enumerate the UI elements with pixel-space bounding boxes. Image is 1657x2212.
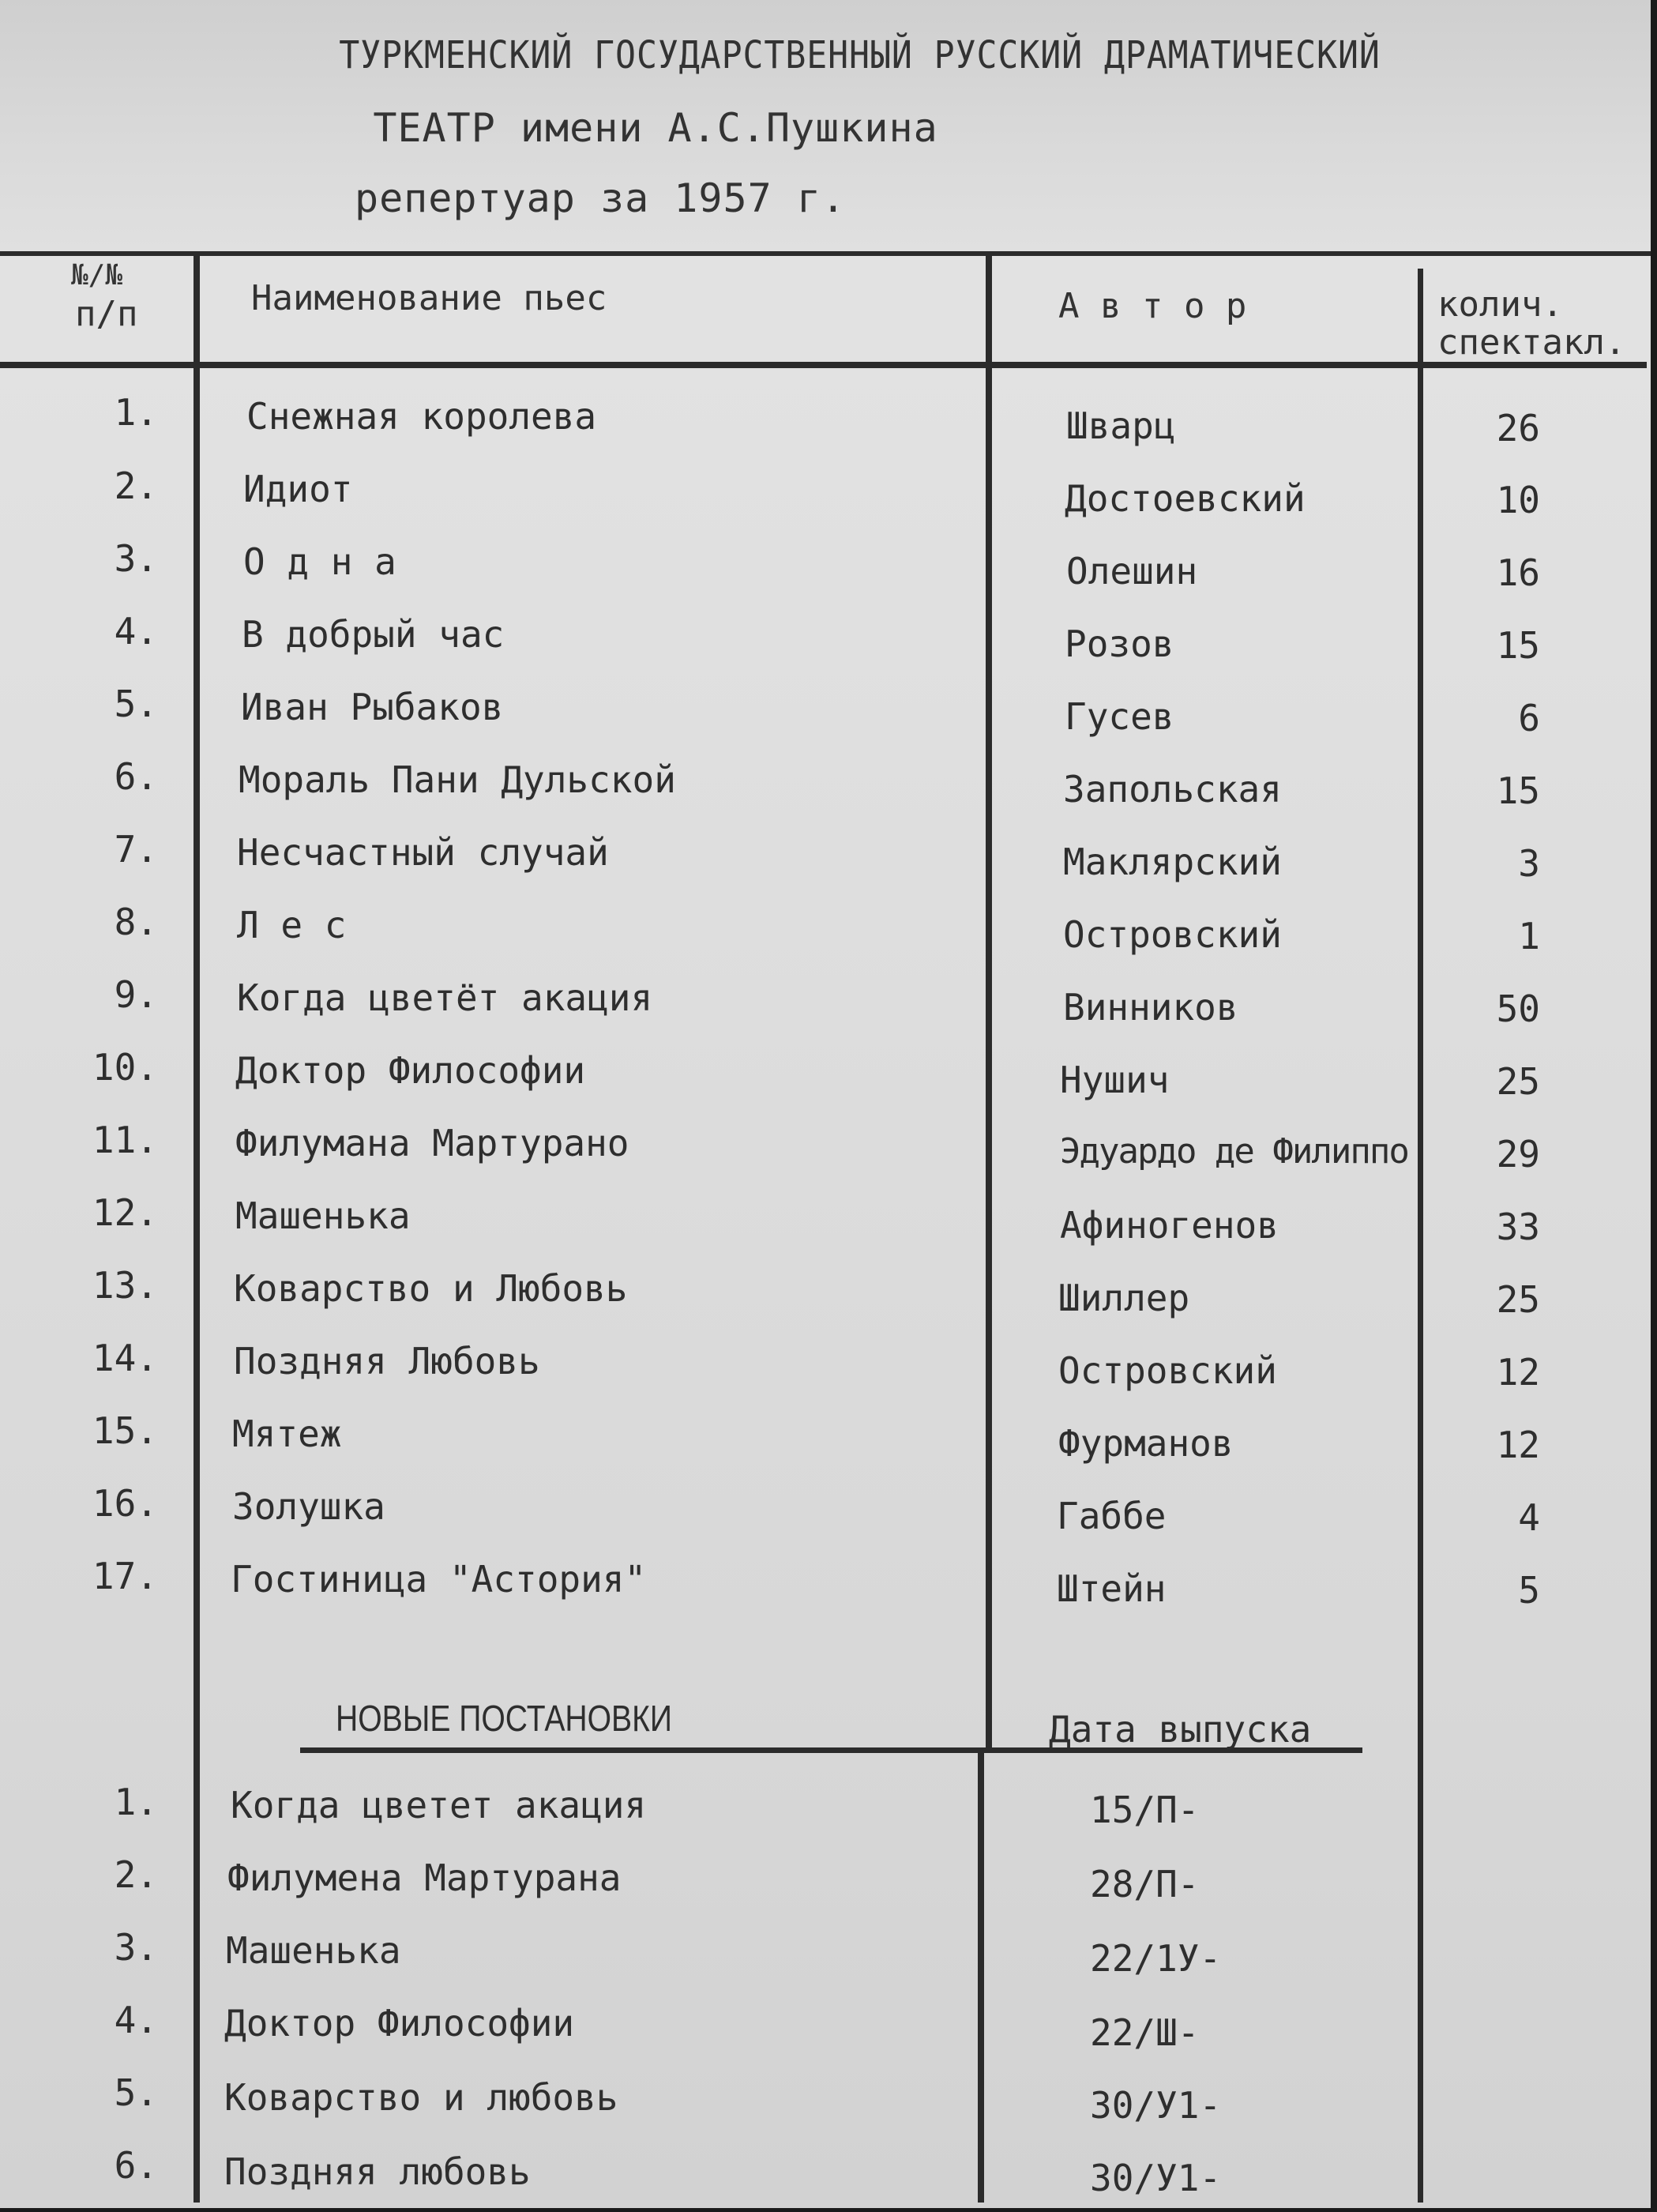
row-author: Островский [1058,1349,1277,1392]
row-number: 2. [114,465,158,507]
row-count: 15 [1496,624,1540,667]
column-divider-num [194,251,200,2203]
row-number: 7. [114,828,158,871]
row-play-title: Мятеж [232,1413,342,1455]
row-play-title: Филумана Мартурано [235,1122,629,1164]
new-production-number: 6. [114,2144,158,2187]
new-production-title: Машенька [226,1929,401,1972]
row-number: 10. [92,1046,158,1089]
row-play-title: Гостиница "Астория" [231,1558,647,1601]
row-play-title: О д н а [243,540,396,583]
row-count: 1 [1518,915,1540,957]
new-production-number: 5. [114,2071,158,2114]
row-author: Запольская [1063,768,1282,811]
new-production-date: 22/Ш- [1090,2011,1200,2054]
row-play-title: Когда цветёт акация [237,976,653,1019]
new-production-date: 28/П- [1090,1863,1200,1905]
row-author: Фурманов [1058,1422,1234,1465]
new-production-title: Поздняя любовь [224,2150,531,2193]
row-count: 50 [1496,988,1540,1030]
row-play-title: Машенька [235,1194,411,1237]
column-divider-title [986,251,992,1752]
new-productions-title: НОВЫЕ ПОСТАНОВКИ [336,1698,673,1739]
row-number: 14. [92,1337,158,1379]
new-production-date: 15/П- [1090,1789,1200,1831]
row-author: Маклярский [1063,841,1282,883]
row-play-title: Иван Рыбаков [241,686,504,728]
row-author: Островский [1063,913,1282,956]
row-number: 15. [92,1409,158,1452]
row-number: 12. [92,1191,158,1234]
row-author: Нушич [1060,1059,1170,1101]
row-count: 29 [1496,1133,1540,1176]
header-repertoire-year: репертуар за 1957 г. [354,175,847,221]
row-play-title: Поздняя Любовь [234,1340,540,1382]
row-number: 5. [114,683,158,725]
row-number: 3. [114,537,158,580]
column-header-author: А в т о р [1058,286,1247,326]
row-author: Достоевский [1065,477,1306,520]
row-author: Афиногенов [1060,1204,1279,1247]
column-header-num-line2: п/п [75,294,138,334]
new-production-number: 4. [114,1999,158,2041]
row-play-title: Л е с [237,904,347,946]
row-author: Габбе [1057,1495,1167,1537]
row-count: 12 [1496,1351,1540,1394]
row-author: Винников [1063,986,1238,1029]
row-number: 13. [92,1264,158,1307]
header-theatre-line1: ТУРКМЕНСКИЙ ГОСУДАРСТВЕННЫЙ РУССКИЙ ДРАМАТИЧЕСКИЙ [339,33,1381,77]
column-header-title: Наименование пьес [251,278,607,318]
row-count: 10 [1496,479,1540,521]
column-header-count-line2: спектакл. [1437,322,1626,363]
row-number: 4. [114,610,158,653]
column-divider-author [1418,269,1423,2203]
new-production-title: Коварство и любовь [224,2076,618,2119]
column-divider-title-lower [978,1752,984,2203]
row-play-title: Несчастный случай [237,831,609,874]
row-count: 25 [1496,1278,1540,1321]
row-count: 4 [1518,1496,1540,1539]
row-author: Шиллер [1058,1277,1190,1319]
row-count: 25 [1496,1060,1540,1103]
row-number: 16. [92,1482,158,1525]
row-count: 6 [1518,697,1540,739]
header-theatre-line2: ТЕАТР имени А.С.Пушкина [373,105,938,151]
table-top-rule [0,251,1651,256]
row-count: 26 [1496,407,1540,450]
new-production-date: 30/У1- [1090,2157,1222,2199]
row-play-title: В добрый час [242,613,505,656]
row-play-title: Снежная королева [246,395,597,438]
new-production-date: 22/1У- [1090,1937,1222,1980]
row-author: Шварц [1066,404,1176,447]
new-production-number: 1. [114,1781,158,1823]
row-number: 11. [92,1119,158,1161]
row-play-title: Мораль Пани Дульской [239,758,676,801]
new-production-title: Когда цветет акация [231,1784,647,1826]
row-number: 17. [92,1555,158,1597]
row-author: Эдуардо де Филиппо [1060,1131,1408,1172]
row-play-title: Коварство и Любовь [234,1267,628,1310]
new-production-title: Филумена Мартурана [227,1856,622,1899]
row-play-title: Идиот [243,468,353,510]
row-play-title: Доктор Философии [235,1049,586,1092]
row-count: 3 [1518,842,1540,885]
new-production-number: 2. [114,1853,158,1896]
row-number: 8. [114,901,158,943]
row-author: Штейн [1057,1567,1167,1610]
row-play-title: Золушка [232,1485,385,1528]
table-header-bottom-rule [0,362,1647,368]
row-number: 1. [114,391,158,434]
row-author: Розов [1065,623,1174,665]
row-author: Олешин [1066,550,1198,592]
row-number: 6. [114,755,158,798]
row-author: Гусев [1065,695,1174,738]
column-header-num-line1: №/№ [71,259,123,292]
new-production-number: 3. [114,1926,158,1969]
column-header-count-line1: колич. [1437,284,1563,325]
row-count: 16 [1496,551,1540,594]
row-count: 12 [1496,1424,1540,1466]
row-count: 33 [1496,1206,1540,1248]
row-count: 5 [1518,1569,1540,1612]
row-number: 9. [114,973,158,1016]
new-production-title: Доктор Философии [224,2002,575,2045]
row-count: 15 [1496,769,1540,812]
new-production-date: 30/У1- [1090,2084,1222,2127]
new-productions-date-header: Дата выпуска [1049,1708,1312,1751]
